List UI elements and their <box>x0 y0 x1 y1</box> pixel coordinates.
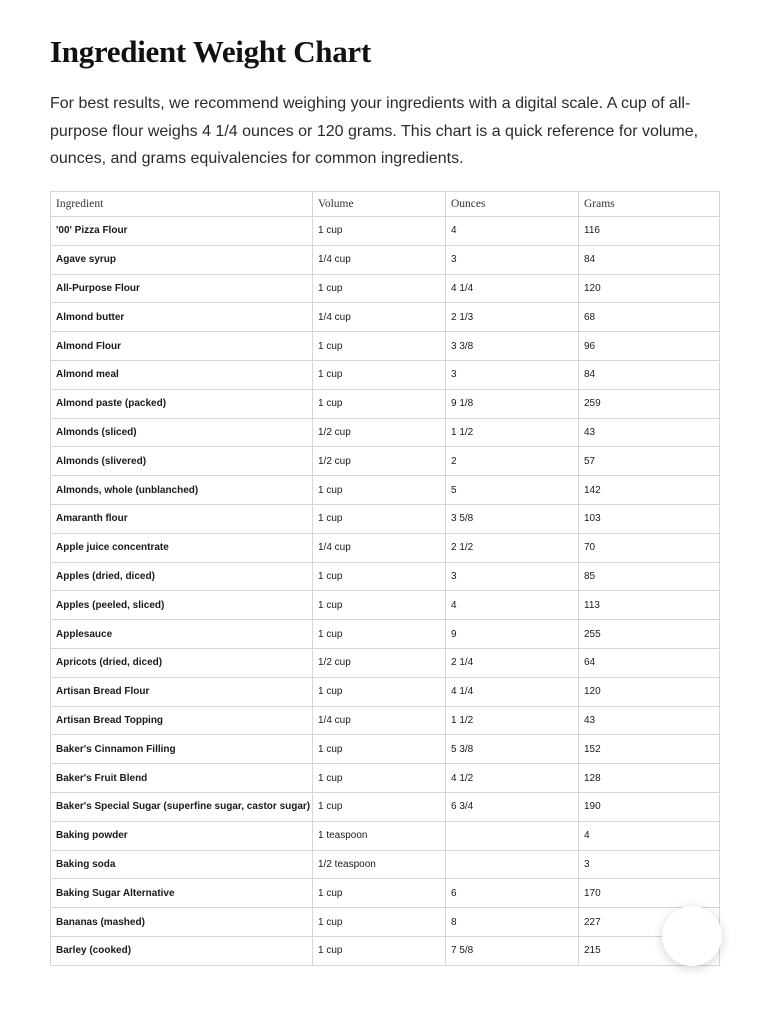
cell-grams: 215 <box>579 936 720 965</box>
cell-ingredient: Apples (dried, diced) <box>51 562 313 591</box>
cell-ingredient: Almond Flour <box>51 332 313 361</box>
table-row <box>51 562 720 591</box>
cell-grams: 116 <box>579 217 720 246</box>
table-row <box>51 360 720 389</box>
cell-grams: 84 <box>579 245 720 274</box>
cell-ingredient: Apple juice concentrate <box>51 533 313 562</box>
cell-ounces: 9 <box>446 620 579 649</box>
cell-volume: 1 cup <box>313 591 446 620</box>
cell-ounces: 2 1/4 <box>446 648 579 677</box>
cell-ingredient: Almonds (slivered) <box>51 447 313 476</box>
cell-ounces: 1 1/2 <box>446 706 579 735</box>
cell-ounces: 2 <box>446 447 579 476</box>
cell-ingredient: Almonds (sliced) <box>51 418 313 447</box>
table-row <box>51 764 720 793</box>
table-row <box>51 620 720 649</box>
cell-ounces <box>446 850 579 879</box>
cell-volume: 1 cup <box>313 360 446 389</box>
column-header-ingredient: Ingredient <box>51 192 313 217</box>
floating-action-button[interactable] <box>662 906 722 966</box>
cell-ingredient: Baker's Fruit Blend <box>51 764 313 793</box>
cell-volume: 1/4 cup <box>313 706 446 735</box>
cell-volume: 1/2 teaspoon <box>313 850 446 879</box>
cell-volume: 1 cup <box>313 908 446 937</box>
table-row <box>51 591 720 620</box>
cell-ingredient: All-Purpose Flour <box>51 274 313 303</box>
table-row <box>51 533 720 562</box>
table-row <box>51 245 720 274</box>
cell-grams: 120 <box>579 274 720 303</box>
table-row <box>51 274 720 303</box>
cell-volume: 1 teaspoon <box>313 821 446 850</box>
cell-grams: 128 <box>579 764 720 793</box>
column-header-volume: Volume <box>313 192 446 217</box>
table-row <box>51 677 720 706</box>
page-title: Ingredient Weight Chart <box>50 34 371 69</box>
table-row <box>51 389 720 418</box>
cell-grams: 96 <box>579 332 720 361</box>
cell-ounces: 4 1/2 <box>446 764 579 793</box>
cell-grams: 70 <box>579 533 720 562</box>
cell-grams: 64 <box>579 648 720 677</box>
table-row <box>51 504 720 533</box>
cell-ingredient: Baker's Special Sugar (superfine sugar, castor sugar) <box>51 792 313 821</box>
table-row <box>51 908 720 937</box>
cell-ingredient: Almond meal <box>51 360 313 389</box>
table-row <box>51 303 720 332</box>
cell-volume: 1/4 cup <box>313 245 446 274</box>
cell-ounces: 5 3/8 <box>446 735 579 764</box>
cell-grams: 43 <box>579 418 720 447</box>
cell-volume: 1 cup <box>313 677 446 706</box>
cell-grams: 255 <box>579 620 720 649</box>
cell-ounces: 7 5/8 <box>446 936 579 965</box>
cell-volume: 1 cup <box>313 936 446 965</box>
column-header-grams: Grams <box>579 192 720 217</box>
table-body <box>51 217 720 966</box>
table-row <box>51 792 720 821</box>
cell-ounces: 3 3/8 <box>446 332 579 361</box>
cell-ounces: 3 5/8 <box>446 504 579 533</box>
cell-ingredient: Baking Sugar Alternative <box>51 879 313 908</box>
ingredient-weight-table <box>50 191 720 966</box>
cell-volume: 1/4 cup <box>313 533 446 562</box>
cell-ounces: 8 <box>446 908 579 937</box>
table-row <box>51 648 720 677</box>
cell-ounces: 5 <box>446 476 579 505</box>
cell-ingredient: Apricots (dried, diced) <box>51 648 313 677</box>
cell-volume: 1 cup <box>313 389 446 418</box>
cell-ingredient: Almond butter <box>51 303 313 332</box>
cell-grams: 259 <box>579 389 720 418</box>
cell-grams: 120 <box>579 677 720 706</box>
cell-volume: 1 cup <box>313 735 446 764</box>
cell-ounces <box>446 821 579 850</box>
cell-ingredient: Applesauce <box>51 620 313 649</box>
cell-ounces: 4 1/4 <box>446 677 579 706</box>
cell-volume: 1/4 cup <box>313 303 446 332</box>
cell-grams: 142 <box>579 476 720 505</box>
cell-ingredient: Almonds, whole (unblanched) <box>51 476 313 505</box>
cell-ingredient: '00' Pizza Flour <box>51 217 313 246</box>
cell-grams: 85 <box>579 562 720 591</box>
table-row <box>51 332 720 361</box>
cell-ingredient: Baker's Cinnamon Filling <box>51 735 313 764</box>
cell-ounces: 9 1/8 <box>446 389 579 418</box>
column-header-ounces: Ounces <box>446 192 579 217</box>
table-row <box>51 821 720 850</box>
table-row <box>51 418 720 447</box>
cell-grams: 43 <box>579 706 720 735</box>
cell-volume: 1 cup <box>313 504 446 533</box>
cell-ingredient: Barley (cooked) <box>51 936 313 965</box>
cell-grams: 170 <box>579 879 720 908</box>
cell-volume: 1/2 cup <box>313 648 446 677</box>
cell-ounces: 3 <box>446 562 579 591</box>
cell-ingredient: Baking soda <box>51 850 313 879</box>
table-row <box>51 879 720 908</box>
cell-ingredient: Bananas (mashed) <box>51 908 313 937</box>
cell-ounces: 2 1/3 <box>446 303 579 332</box>
cell-volume: 1 cup <box>313 217 446 246</box>
table-row <box>51 850 720 879</box>
cell-ingredient: Baking powder <box>51 821 313 850</box>
cell-ingredient: Amaranth flour <box>51 504 313 533</box>
table-row <box>51 735 720 764</box>
cell-ingredient: Almond paste (packed) <box>51 389 313 418</box>
cell-volume: 1 cup <box>313 764 446 793</box>
cell-grams: 103 <box>579 504 720 533</box>
cell-ounces: 6 <box>446 879 579 908</box>
table-header-row <box>51 192 720 217</box>
cell-ounces: 2 1/2 <box>446 533 579 562</box>
table-row <box>51 447 720 476</box>
cell-volume: 1 cup <box>313 620 446 649</box>
cell-ounces: 3 <box>446 245 579 274</box>
cell-volume: 1 cup <box>313 476 446 505</box>
cell-ounces: 3 <box>446 360 579 389</box>
cell-volume: 1 cup <box>313 562 446 591</box>
cell-volume: 1/2 cup <box>313 447 446 476</box>
cell-volume: 1/2 cup <box>313 418 446 447</box>
cell-grams: 84 <box>579 360 720 389</box>
cell-ounces: 6 3/4 <box>446 792 579 821</box>
intro-paragraph: For best results, we recommend weighing your ingredients with a digital scale. A cup of all-purpose flour weighs 4 1/4 ounces or 120 grams. This chart is a quick reference for volume, ounces, and grams equivalencies for common ingredients. <box>50 95 699 167</box>
cell-ingredient: Apples (peeled, sliced) <box>51 591 313 620</box>
cell-volume: 1 cup <box>313 332 446 361</box>
cell-volume: 1 cup <box>313 274 446 303</box>
cell-ounces: 4 <box>446 217 579 246</box>
cell-ounces: 1 1/2 <box>446 418 579 447</box>
cell-grams: 68 <box>579 303 720 332</box>
cell-grams: 227 <box>579 908 720 937</box>
table-row <box>51 936 720 965</box>
cell-ounces: 4 1/4 <box>446 274 579 303</box>
cell-ingredient: Agave syrup <box>51 245 313 274</box>
cell-volume: 1 cup <box>313 879 446 908</box>
table-row <box>51 476 720 505</box>
cell-grams: 152 <box>579 735 720 764</box>
table-row <box>51 706 720 735</box>
cell-ingredient: Artisan Bread Flour <box>51 677 313 706</box>
cell-ingredient: Artisan Bread Topping <box>51 706 313 735</box>
cell-grams: 3 <box>579 850 720 879</box>
cell-ounces: 4 <box>446 591 579 620</box>
cell-grams: 57 <box>579 447 720 476</box>
table-row <box>51 217 720 246</box>
cell-grams: 113 <box>579 591 720 620</box>
cell-grams: 190 <box>579 792 720 821</box>
cell-grams: 4 <box>579 821 720 850</box>
cell-volume: 1 cup <box>313 792 446 821</box>
